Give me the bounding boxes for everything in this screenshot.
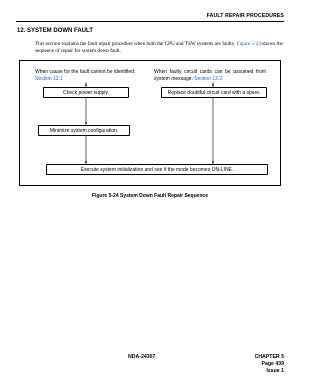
page-number: Page 439 bbox=[261, 360, 284, 367]
intro-text-start: This section explains the fault repair procedure when both the CPU and TSW systems are faulty. bbox=[35, 41, 236, 47]
issue-label: Issue 1 bbox=[266, 367, 284, 374]
step-minimize-configuration: Minimize system configuration. bbox=[38, 125, 130, 136]
header-divider bbox=[16, 21, 284, 22]
left-condition-text: When cause for the fault cannot be identified: bbox=[35, 69, 136, 75]
section-heading: 12. SYSTEM DOWN FAULT bbox=[17, 28, 93, 34]
step-execute-initialization: Execute system initialization and see if the mode becomes ON-LINE. bbox=[46, 164, 268, 175]
left-condition bbox=[35, 69, 141, 82]
running-header-title: FAULT REPAIR PROCEDURES bbox=[206, 13, 284, 19]
figure-caption: Figure 5-24 System Down Fault Repair Sequence bbox=[91, 193, 209, 199]
page-info bbox=[255, 354, 284, 374]
chapter-label: CHAPTER 5 bbox=[254, 354, 284, 360]
right-condition bbox=[154, 69, 266, 82]
document-number: NDA-24307 bbox=[128, 354, 156, 360]
section-12-1-link[interactable]: Section 12.1 bbox=[35, 75, 63, 82]
intro-text-end: shows the sequence of repair for system down fault. bbox=[35, 41, 283, 55]
step-replace-circuit-card: Replace doubtful circuit card with a spare. bbox=[161, 87, 267, 98]
intro-paragraph bbox=[35, 41, 285, 55]
figure-link[interactable]: Figure 5-24 bbox=[236, 41, 261, 47]
step-check-power-supply: Check power supply. bbox=[43, 87, 129, 98]
right-condition-text: When faulty circuit cards can be assumed from system message: bbox=[154, 69, 266, 82]
section-12-2-link[interactable]: Section 12.2 bbox=[194, 75, 223, 82]
